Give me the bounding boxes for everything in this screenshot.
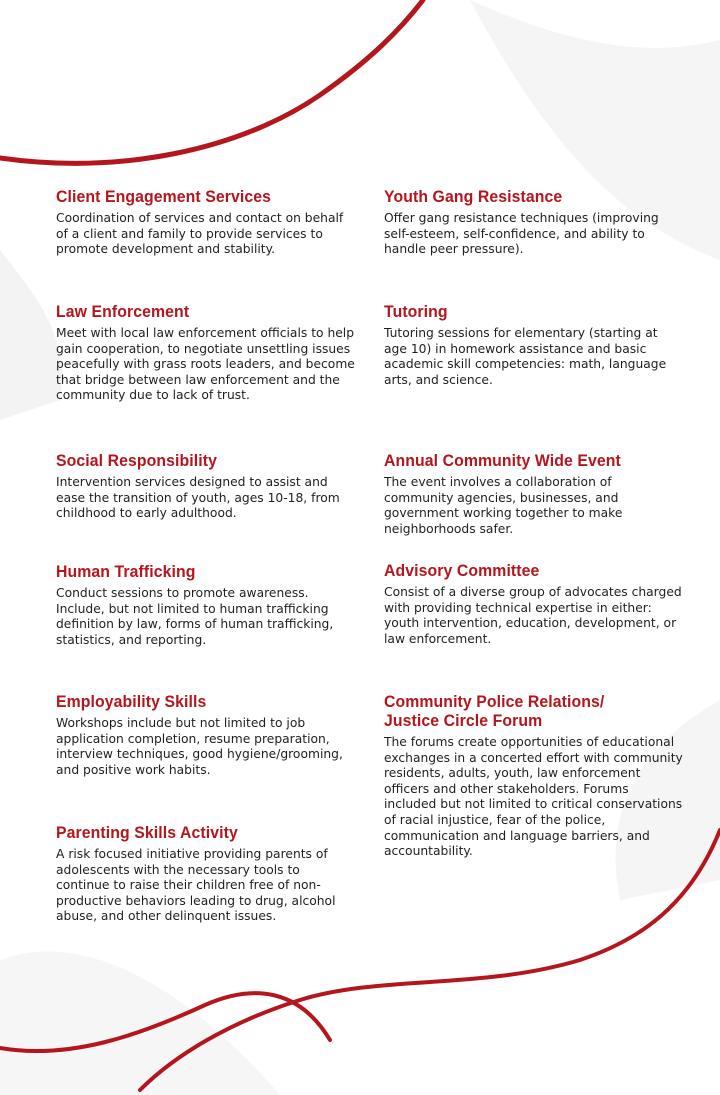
section-body: Coordination of services and contact on behalf of a client and family to provide services to promote development and stability.: [56, 211, 344, 257]
section-title: Client Engagement Services: [56, 187, 272, 206]
section-human-trafficking: [56, 562, 356, 648]
section-title: Advisory Committee: [384, 561, 540, 580]
section-community-police-relations: [384, 692, 684, 860]
section-tutoring: [384, 302, 684, 388]
section-body: Workshops include but not limited to job application completion, resume preparation, interview techniques, good hygiene/grooming, and positive work habits.: [56, 716, 343, 777]
section-client-engagement: [56, 187, 356, 258]
section-title: Parenting Skills Activity: [56, 823, 238, 842]
section-body: The event involves a collaboration of community agencies, businesses, and government working together to make neighborhoods safer.: [384, 475, 623, 536]
section-body: Offer gang resistance techniques (improving self-esteem, self-confidence, and ability to handle peer pressure).: [384, 211, 659, 257]
section-title: Community Police Relations/ Justice Circle Forum: [384, 692, 605, 730]
section-title: Social Responsibility: [56, 451, 217, 470]
section-title: Annual Community Wide Event: [384, 451, 621, 470]
section-body: Conduct sessions to promote awareness. Include, but not limited to human trafficking definition by law, forms of human trafficking, statistics, and reporting.: [56, 586, 334, 647]
section-youth-gang-resistance: [384, 187, 684, 258]
section-body: A risk focused initiative providing parents of adolescents with the necessary tools to continue to raise their children free of non-productive behaviors leading to drug, alcohol abuse, and other delinquent issues.: [56, 847, 336, 924]
section-title: Law Enforcement: [56, 302, 190, 321]
red-wave-top: [0, 0, 423, 163]
section-title: Human Trafficking: [56, 562, 196, 581]
section-body: Intervention services designed to assist and ease the transition of youth, ages 10-18, from childhood to early adulthood.: [56, 475, 340, 521]
section-law-enforcement: [56, 302, 356, 404]
section-parenting-skills: [56, 823, 356, 925]
section-title: Youth Gang Resistance: [384, 187, 563, 206]
section-body: Tutoring sessions for elementary (starting at age 10) in homework assistance and basic academic skill competencies: math, language arts, and science.: [384, 326, 667, 387]
section-body: Consist of a diverse group of advocates charged with providing technical expertise in either: youth intervention, education, development, or law enforcement.: [384, 585, 682, 646]
section-body: Meet with local law enforcement officials to help gain cooperation, to negotiate unsettling issues peacefully with grass roots leaders, and become that bridge between law enforcement and the community due to lack of trust.: [56, 326, 355, 403]
section-body: The forums create opportunities of educational exchanges in a concerted effort with community residents, adults, youth, law enforcement officers and other stakeholders. Forums included but not limited to critical conservations of racial injustice, fear of the police, communication and language barriers, and accountability.: [384, 735, 683, 859]
section-title: Tutoring: [384, 302, 448, 321]
section-title: Employability Skills: [56, 692, 207, 711]
section-employability-skills: [56, 692, 356, 778]
section-advisory-committee: [384, 561, 684, 647]
section-annual-community-event: [384, 451, 684, 537]
section-social-responsibility: [56, 451, 356, 522]
